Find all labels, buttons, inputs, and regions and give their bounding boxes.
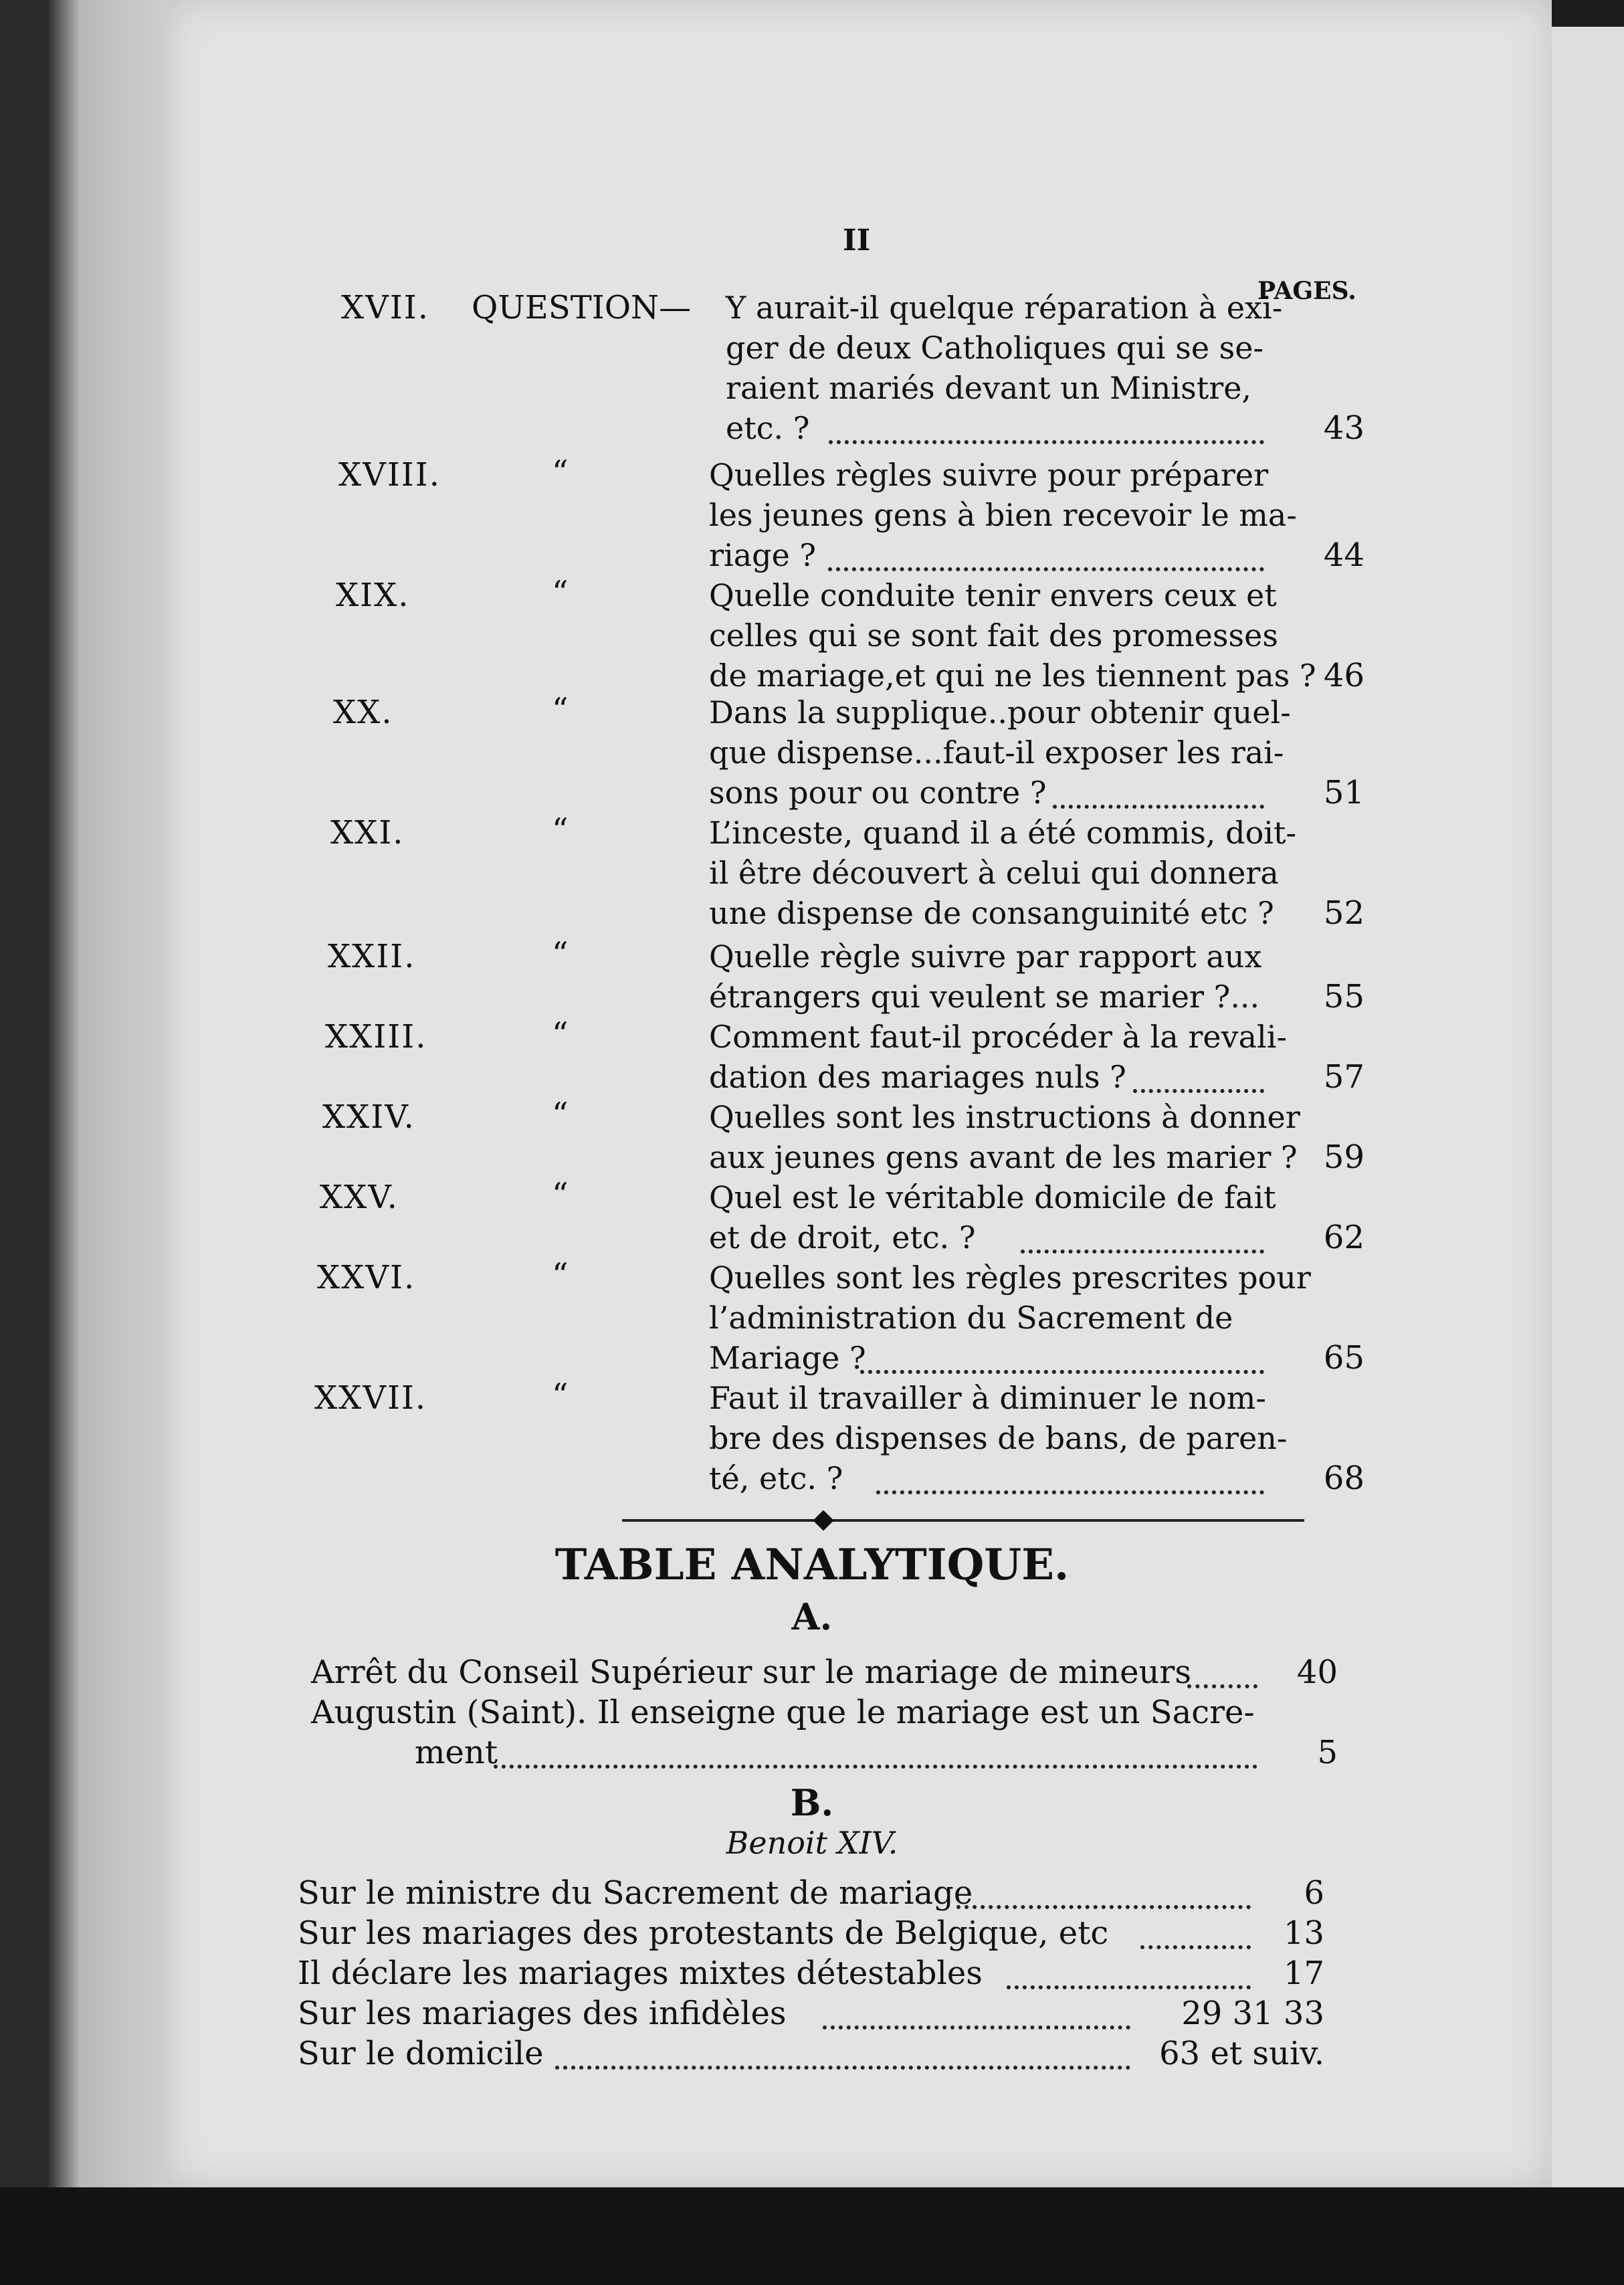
question-text-line: dation des mariages nuls ?: [709, 1059, 1126, 1095]
question-text-line: Quelle règle suivre par rapport aux: [709, 938, 1262, 975]
ditto-mark: “: [552, 811, 569, 849]
index-page-number: 5: [1317, 1734, 1338, 1771]
question-text-line: l’administration du Sacrement de: [709, 1300, 1233, 1336]
ditto-mark: “: [552, 1176, 569, 1213]
dot-leader: [860, 1366, 1264, 1374]
question-text-line: ger de deux Catholiques qui se se-: [726, 330, 1264, 366]
dot-leader: [1133, 1085, 1264, 1093]
index-page-number: 17: [1283, 1955, 1324, 1992]
question-page-number: 59: [1323, 1138, 1364, 1176]
question-text-line: Y aurait-il quelque réparation à exi-: [726, 290, 1283, 326]
question-text-line: une dispense de consanguinité etc ?: [709, 895, 1274, 931]
index-page-number: 13: [1283, 1914, 1324, 1952]
question-text-line: de mariage,et qui ne les tiennent pas ?: [709, 658, 1316, 694]
question-text-line: Quel est le véritable domicile de fait: [709, 1179, 1276, 1215]
question-text-line: Dans la supplique..pour obtenir quel-: [709, 694, 1291, 730]
ornamental-rule: [622, 1519, 1304, 1522]
dot-leader: [1187, 1680, 1257, 1688]
question-text-line: et de droit, etc. ?: [709, 1219, 976, 1256]
question-text-line: aux jeunes gens avant de les marier ?: [709, 1139, 1298, 1175]
index-entry-text: Sur le domicile: [298, 2035, 544, 2072]
question-text-line: raient mariés devant un Ministre,: [726, 370, 1252, 406]
dot-leader: [1021, 1246, 1264, 1254]
question-text-line: Mariage ?: [709, 1340, 866, 1376]
question-text-line: étrangers qui veulent se marier ?...: [709, 979, 1260, 1015]
pages-column-label: PAGES.: [1257, 277, 1356, 305]
question-page-number: 51: [1323, 774, 1364, 811]
question-text-line: riage ?: [709, 537, 817, 573]
dot-leader: [555, 2062, 1130, 2070]
question-text-line: Comment faut-il procéder à la revali-: [709, 1019, 1288, 1055]
index-entry-text: Arrêt du Conseil Supérieur sur le mariage de mineurs: [311, 1654, 1191, 1691]
question-text-line: Quelles sont les instructions à donner: [709, 1099, 1300, 1135]
question-text-line: etc. ?: [726, 410, 810, 446]
index-entry-text: Sur les mariages des protestants de Belgique, etc: [298, 1914, 1109, 1952]
question-page-number: 55: [1323, 978, 1364, 1015]
dot-leader: [494, 1761, 1257, 1769]
question-text-line: que dispense...faut-il exposer les rai-: [709, 734, 1284, 771]
index-entry-text: Sur le ministre du Sacrement de mariage: [298, 1874, 973, 1912]
ditto-mark: “: [552, 691, 569, 728]
question-numeral: XVIII.: [338, 456, 441, 494]
question-prefix: QUESTION—: [472, 289, 692, 326]
question-page-number: 65: [1323, 1339, 1364, 1377]
question-numeral: XIX.: [336, 577, 410, 614]
question-text-line: Quelle conduite tenir envers ceux et: [709, 577, 1277, 613]
scan-border: [0, 2187, 1624, 2285]
dot-leader: [1007, 1981, 1251, 1989]
dot-leader: [828, 563, 1264, 571]
section-a-heading: A.: [791, 1595, 833, 1638]
question-text-line: L’inceste, quand il a été commis, doit-: [709, 815, 1296, 851]
question-numeral: XXII.: [328, 938, 416, 975]
ditto-mark: “: [552, 1256, 569, 1294]
index-page-number: 40: [1296, 1654, 1338, 1691]
index-page-number: 63 et suiv.: [1159, 2035, 1324, 2072]
question-text-line: Faut il travailler à diminuer le nom-: [709, 1380, 1266, 1416]
dot-leader: [876, 1486, 1264, 1494]
ditto-mark: “: [552, 454, 569, 491]
question-page-number: 62: [1323, 1219, 1364, 1256]
question-text-line: les jeunes gens à bien recevoir le ma-: [709, 497, 1297, 533]
question-page-number: 43: [1323, 409, 1364, 447]
question-text-line: bre des dispenses de bans, de paren-: [709, 1420, 1288, 1456]
index-entry-text: Sur les mariages des infidèles: [298, 1995, 787, 2032]
page-number: II: [843, 223, 871, 258]
question-numeral: XXIV.: [322, 1098, 415, 1136]
ditto-mark: “: [552, 935, 569, 973]
ditto-mark: “: [552, 1377, 569, 1414]
dot-leader: [829, 436, 1264, 444]
ditto-mark: “: [552, 574, 569, 611]
question-numeral: XXI.: [330, 814, 405, 852]
question-page-number: 52: [1323, 894, 1364, 932]
next-page-edge: [1552, 27, 1624, 2285]
question-text-line: il être découvert à celui qui donnera: [709, 855, 1279, 891]
question-numeral: XXVI.: [317, 1259, 416, 1296]
question-text-line: té, etc. ?: [709, 1460, 843, 1496]
dot-leader: [823, 2021, 1130, 2029]
question-text-line: celles qui se sont fait des promesses: [709, 617, 1278, 654]
dot-leader: [956, 1901, 1251, 1909]
index-entry-continuation: ment: [415, 1734, 498, 1771]
index-page-number: 6: [1304, 1874, 1324, 1912]
dot-leader: [1053, 801, 1264, 809]
question-text-line: Quelles sont les règles prescrites pour: [709, 1260, 1311, 1296]
question-page-number: 46: [1323, 657, 1364, 694]
question-text-line: Quelles règles suivre pour préparer: [709, 457, 1269, 493]
question-numeral: XXIII.: [325, 1018, 427, 1056]
index-entry-text: Il déclare les mariages mixtes détestables: [298, 1955, 983, 1992]
question-numeral: XVII.: [341, 289, 430, 326]
benoit-subheading: Benoit XIV.: [726, 1825, 898, 1861]
dot-leader: [1140, 1941, 1251, 1949]
question-page-number: 68: [1323, 1460, 1364, 1497]
ditto-mark: “: [552, 1096, 569, 1133]
question-numeral: XXVII.: [314, 1379, 427, 1417]
index-entry-text: Augustin (Saint). Il enseigne que le mariage est un Sacre-: [311, 1694, 1255, 1731]
question-numeral: XXV.: [320, 1179, 399, 1216]
question-page-number: 57: [1323, 1058, 1364, 1096]
index-page-number: 29 31 33: [1181, 1995, 1324, 2032]
question-numeral: XX.: [333, 694, 393, 731]
ditto-mark: “: [552, 1015, 569, 1053]
question-page-number: 44: [1323, 536, 1364, 574]
question-text-line: sons pour ou contre ?: [709, 775, 1047, 811]
table-analytique-title: TABLE ANALYTIQUE.: [554, 1540, 1070, 1590]
section-b-heading: B.: [790, 1781, 834, 1824]
